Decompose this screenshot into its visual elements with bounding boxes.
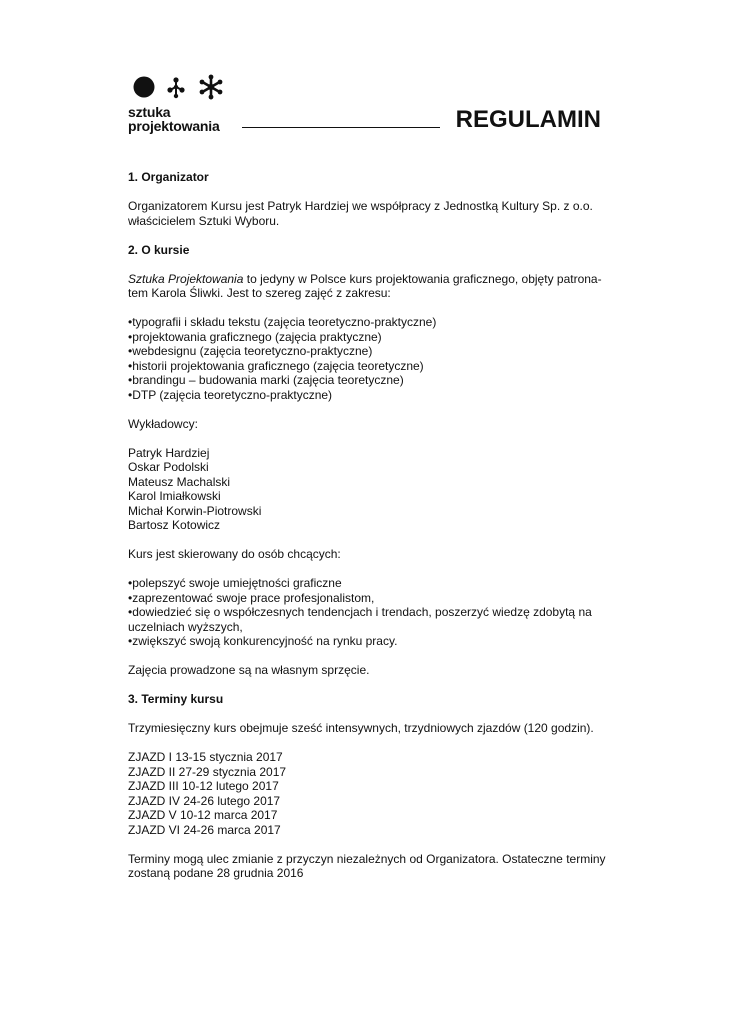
list-item: ZJAZD IV 24-26 lutego 2017 [128, 793, 281, 808]
logo-snowflake-icon [200, 75, 223, 100]
list-item: • projektowania graficznego (zajęcia praktyczne) [128, 330, 608, 345]
header-divider [242, 127, 440, 128]
list-item: • historii projektowania graficznego (zajęcia teoretyczne) [128, 359, 608, 374]
list-item: • brandingu – budowania marki (zajęcia teoretyczne) [128, 373, 608, 388]
list-item: ZJAZD VI 24-26 marca 2017 [128, 822, 281, 837]
list-item: Bartosz Kotowicz [128, 518, 221, 532]
logo-line-2: projektowania [128, 118, 220, 134]
lecturers-label: Wykładowcy: [128, 416, 198, 431]
audience-label: Kurs jest skierowany do osób chcących: [128, 547, 341, 561]
list-item: ZJAZD I 13-15 stycznia 2017 [128, 750, 283, 764]
logo-flower-icon [167, 77, 184, 98]
list-item: Oskar Podolski [128, 460, 209, 474]
list-item: Karol Imiałkowski [128, 489, 221, 503]
list-item: Patryk Hardziej [128, 445, 210, 460]
document-body [128, 170, 608, 895]
dates-list [128, 750, 608, 837]
list-item: • webdesignu (zajęcia teoretyczno-praktyczne) [128, 344, 608, 359]
about-intro [128, 272, 608, 301]
list-item: • polepszyć swoje umiejętności graficzne [128, 576, 608, 591]
audience-list [128, 576, 608, 649]
list-item: ZJAZD V 10-12 marca 2017 [128, 808, 278, 822]
dates-paragraph: Trzymiesięczny kurs obejmuje sześć intensywnych, trzydniowych zjazdów (120 godzin). [128, 721, 594, 735]
topics-list [128, 315, 608, 402]
logo-line-1: sztuka [128, 104, 171, 120]
list-item: Mateusz Machalski [128, 474, 231, 489]
list-item: • dowiedzieć się o współczesnych tendencjach i trendach, poszerzyć wiedzę zdobytą na uczelniach wyższych, [128, 605, 608, 634]
section-heading-organizer: 1. Organizator [128, 170, 209, 184]
closing-note: Terminy mogą ulec zmianie z przyczyn niezależnych od Organizatora. Ostateczne terminy zostaną podane 28 grudnia 2016 [128, 851, 606, 880]
list-item: ZJAZD III 10-12 lutego 2017 [128, 779, 279, 793]
list-item: • zwiększyć swoją konkurencyjność na rynku pracy. [128, 634, 608, 649]
lecturers-list [128, 446, 608, 533]
organizer-paragraph: Organizatorem Kursu jest Patryk Hardziej we współpracy z Jednostką Kultury Sp. z o.o. właścicielem Sztuki Wyboru. [128, 199, 593, 228]
equipment-note: Zajęcia prowadzone są na własnym sprzęcie. [128, 663, 370, 677]
document-title: REGULAMIN [455, 106, 601, 133]
section-heading-about: 2. O kursie [128, 242, 190, 257]
list-item: • DTP (zajęcia teoretyczno-praktyczne) [128, 388, 608, 403]
list-item: • typografii i składu tekstu (zajęcia teoretyczno-praktyczne) [128, 315, 608, 330]
list-item: • zaprezentować swoje prace profesjonalistom, [128, 591, 608, 606]
list-item: ZJAZD II 27-29 stycznia 2017 [128, 764, 287, 779]
section-heading-dates: 3. Terminy kursu [128, 692, 224, 706]
logo-wordmark [128, 105, 220, 133]
logo-mark-icons [132, 74, 232, 100]
list-item: Michał Korwin-Piotrowski [128, 503, 262, 518]
logo-circle-icon [134, 77, 155, 98]
about-intro-italic: Sztuka Projektowania [128, 271, 244, 286]
about-intro-rest: to jedyny w Polsce kurs projektowania graficznego, objęty patrona- tem Karola Śliwki. Jest to szereg zajęć z zakresu: [128, 271, 602, 300]
